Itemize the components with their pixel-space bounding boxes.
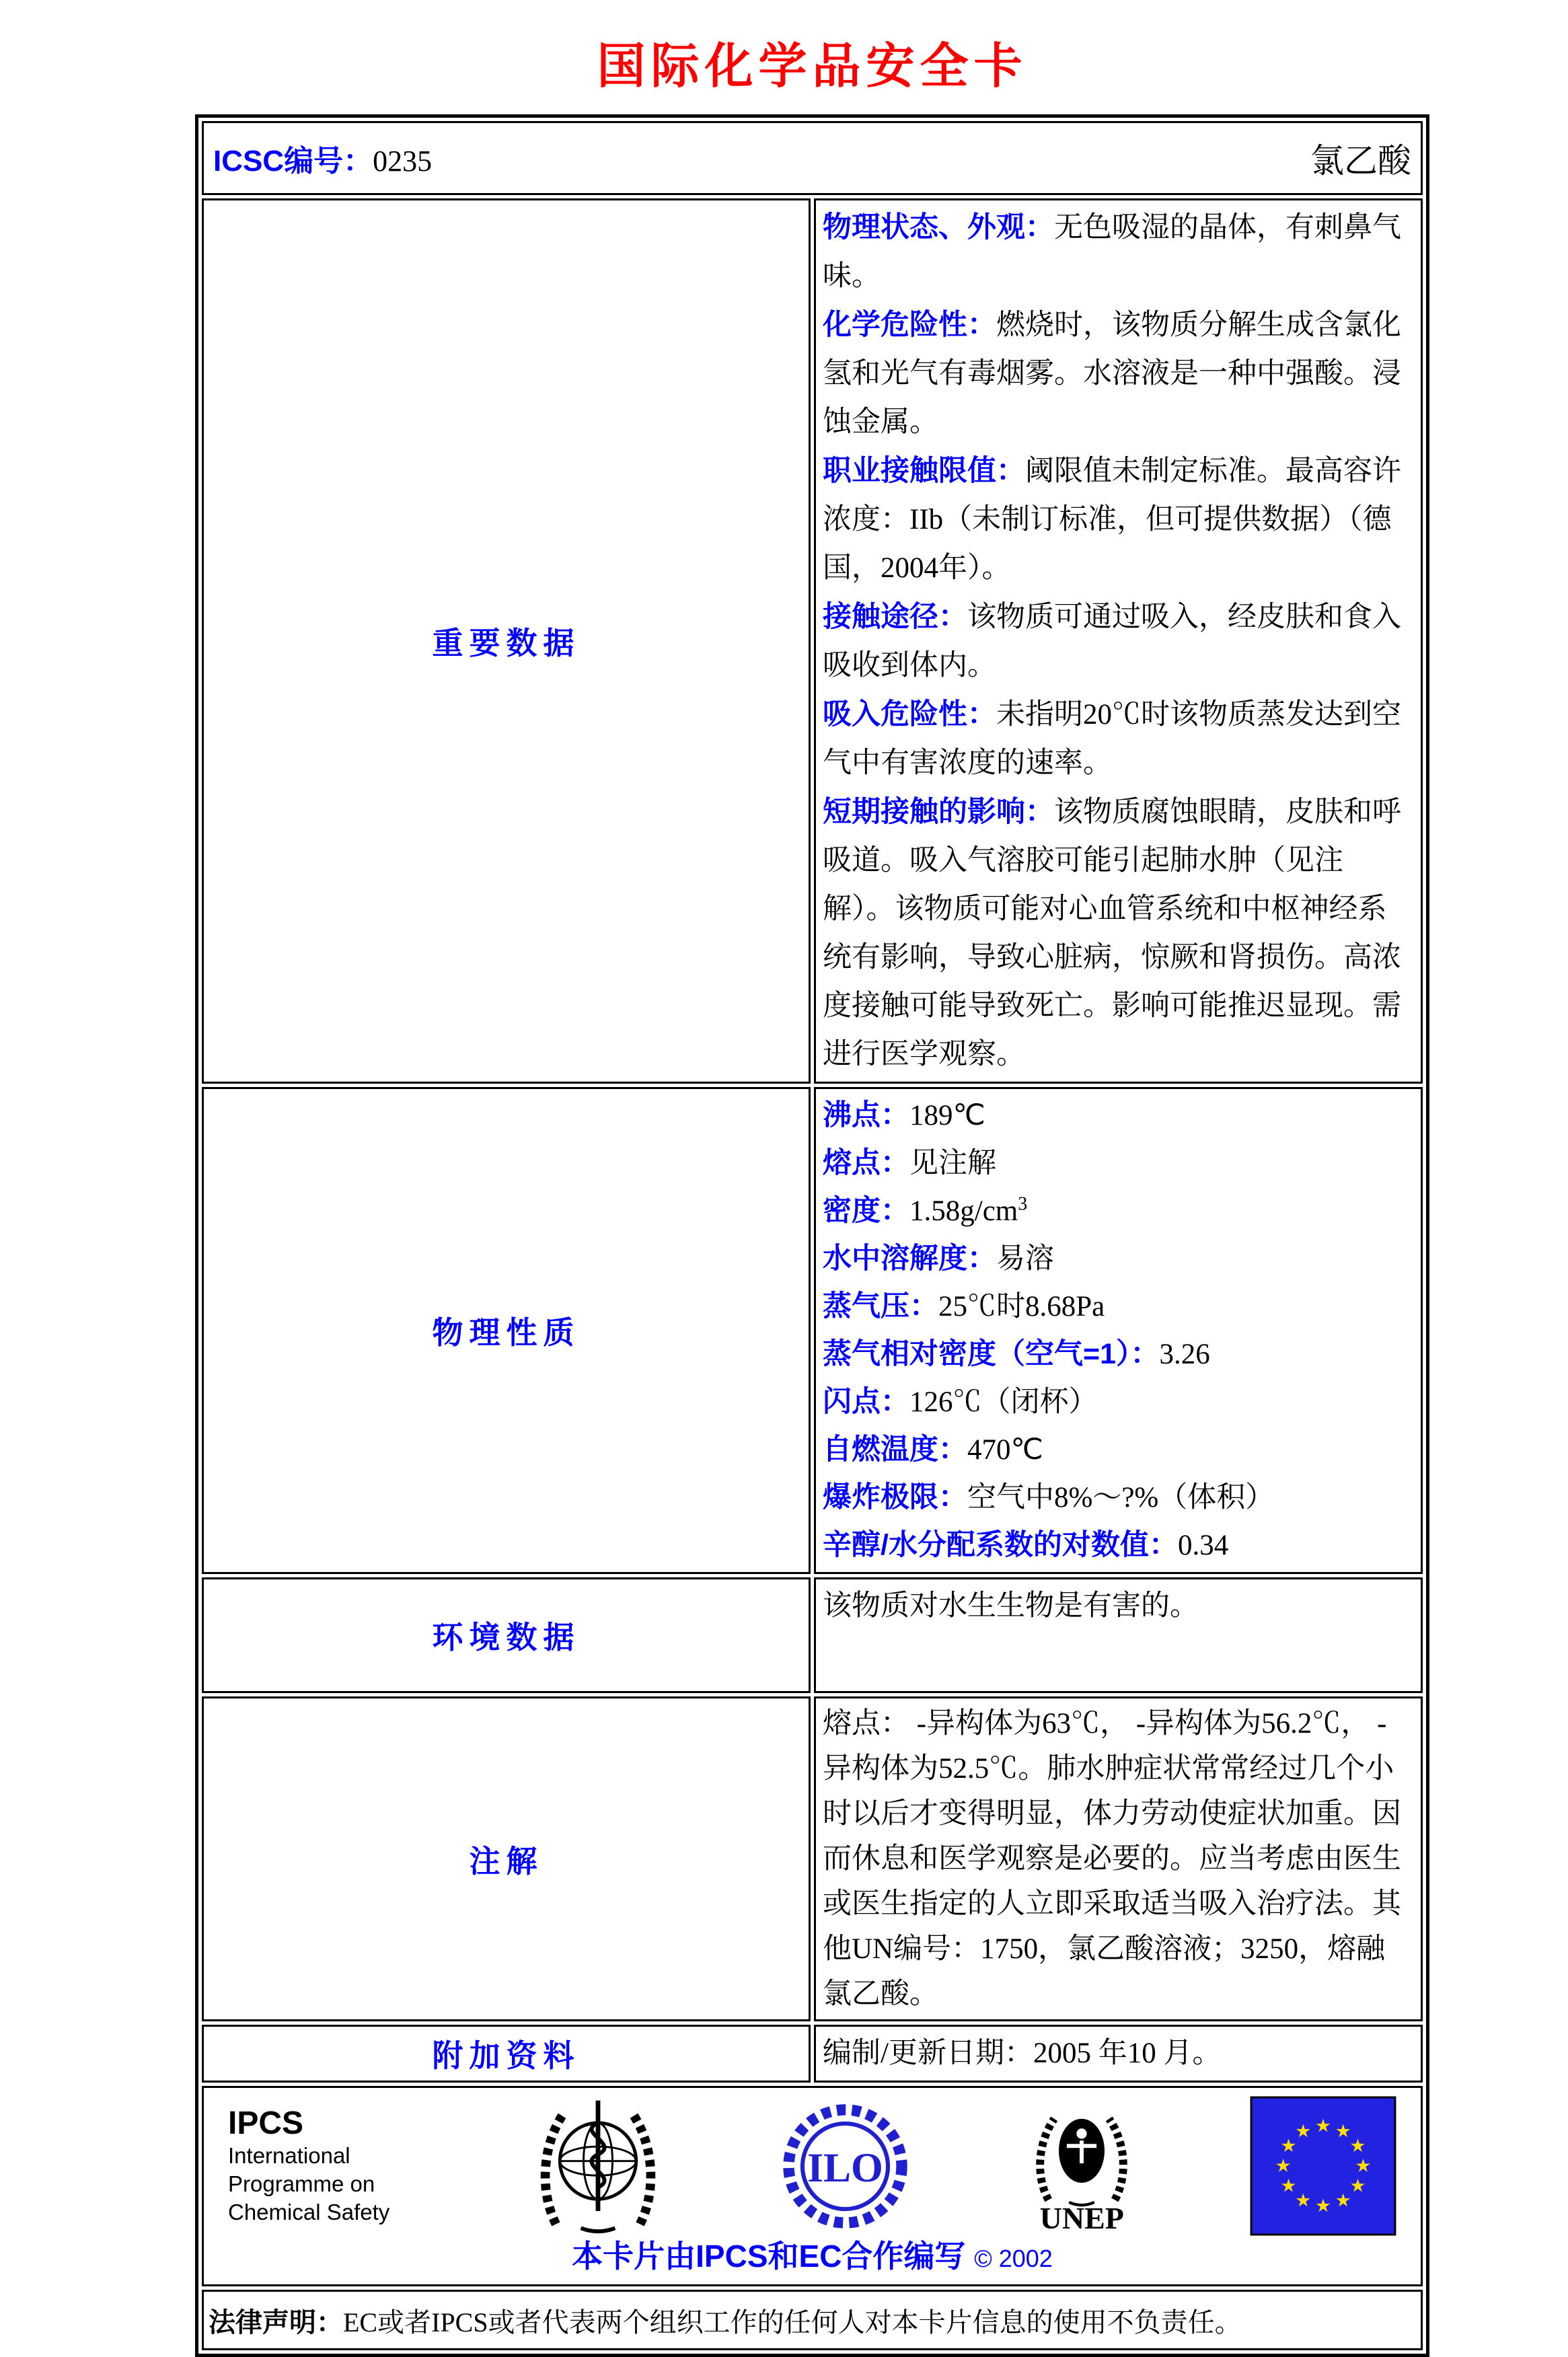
unep-logo-icon [1024,2098,1139,2207]
property-row: 闪点：126℃（闭杯） [823,1386,1098,1418]
additional-information-content: 编制/更新日期：2005 年10 月。 [814,2025,1423,2083]
property-row: 水中溶解度：易溶 [823,1242,1054,1275]
copyright: © 2002 [974,2245,1053,2272]
property-row: 接触途径：该物质可通过吸入，经皮肤和食入吸收到体内。 [823,601,1401,681]
property-row: 熔点：见注解 [823,1147,996,1179]
property-row: 沸点：189℃ [823,1099,985,1131]
ipcs-abbr: IPCS [228,2105,304,2141]
environmental-data-label: 环境数据 [202,1577,811,1693]
cooperation-caption: 本卡片由IPCS和EC合作编写 © 2002 [572,2239,1053,2274]
legal-statement: 法律声明：EC或者IPCS或者代表两个组织工作的任何人对本卡片信息的使用不负责任。 [209,2307,1242,2337]
property-row: 自燃温度：470℃ [823,1433,1043,1466]
legal-cell [202,2290,1423,2350]
logos-cell [202,2086,1423,2286]
unep-logo-block [1024,2098,1139,2234]
section-important-data [202,198,1423,1084]
notes-content: 熔点： -异构体为63℃， -异构体为56.2℃， -异构体为52.5℃。肺水肿症状常常经过几个小时以后才变得明显，体力劳动使症状加重。因而休息和医学观察是必要的。应当考虑由医生或医生指定的人立即采取适当吸入治疗法。其他UN编号：1750，氯乙酸溶液；3250，熔融氯乙酸。 [814,1696,1423,2021]
unep-label: UNEP [1039,2201,1124,2235]
ipcs-text-block: IPCS International Programme on Chemical Safety [228,2105,420,2227]
property-row: 蒸气压：25℃时8.68Pa [823,1290,1105,1322]
section-additional-information [202,2025,1423,2083]
eu-flag-icon [1250,2096,1396,2236]
header-row [202,121,1423,195]
physical-properties-label: 物理性质 [202,1087,811,1574]
property-row: 化学危险性：燃烧时，该物质分解生成含氯化氢和光气有毒烟雾。水溶液是一种中强酸。浸蚀金属。 [823,309,1401,438]
property-row: 职业接触限值：阈限值未制定标准。最高容许浓度：IIb（未制订标准，但可提供数据）（德国，2004年）。 [823,455,1401,584]
legal-row [202,2290,1423,2350]
important-data-label: 重要数据 [202,198,811,1084]
important-data-content [814,198,1423,1084]
property-row: 蒸气相对密度（空气=1）：3.26 [823,1338,1210,1370]
superscript: 3 [1018,1193,1028,1215]
icsc-number-group [213,137,432,180]
ilo-logo-icon [776,2097,914,2235]
property-row: 物理状态、外观：无色吸湿的晶体，有刺鼻气味。 [823,211,1401,292]
physical-properties-content [814,1087,1423,1574]
notes-label: 注解 [202,1696,811,2021]
who-logo-icon [531,2094,665,2239]
logos-row [202,2086,1423,2286]
ilo-letters: ILO [807,2144,883,2191]
environmental-data-content: 该物质对水生生物是有害的。 [814,1577,1423,1693]
property-row: 辛醇/水分配系数的对数值：0.34 [823,1529,1229,1561]
property-row: 吸入危险性：未指明20℃时该物质蒸发达到空气中有害浓度的速率。 [823,698,1401,779]
safety-card-table [195,114,1429,2357]
section-physical-properties [202,1087,1423,1574]
legal-label: 法律声明： [209,2307,343,2337]
property-row: 爆炸极限：空气中8%～?%（体积） [823,1481,1275,1513]
icsc-number: 0235 [373,145,433,178]
page-title: 国际化学品安全卡 [597,40,1028,93]
additional-information-label: 附加资料 [202,2025,811,2083]
chemical-name: 氯乙酸 [1310,142,1411,180]
icsc-label: ICSC编号： [213,145,373,178]
property-row: 密度：$1.58g/cm^3$ [823,1193,1028,1227]
section-notes [202,1696,1423,2021]
section-environmental-data [202,1577,1423,1693]
property-row: 短期接触的影响：该物质腐蚀眼睛，皮肤和呼吸道。吸入气溶胶可能引起肺水肿（见注解）。该物质可能对心血管系统和中枢神经系统有影响，导致心脏病，惊厥和肾损伤。高浓度接触可能导致死亡。影响可能推迟显现。需进行医学观察。 [823,796,1401,1070]
header-cell [202,121,1423,195]
